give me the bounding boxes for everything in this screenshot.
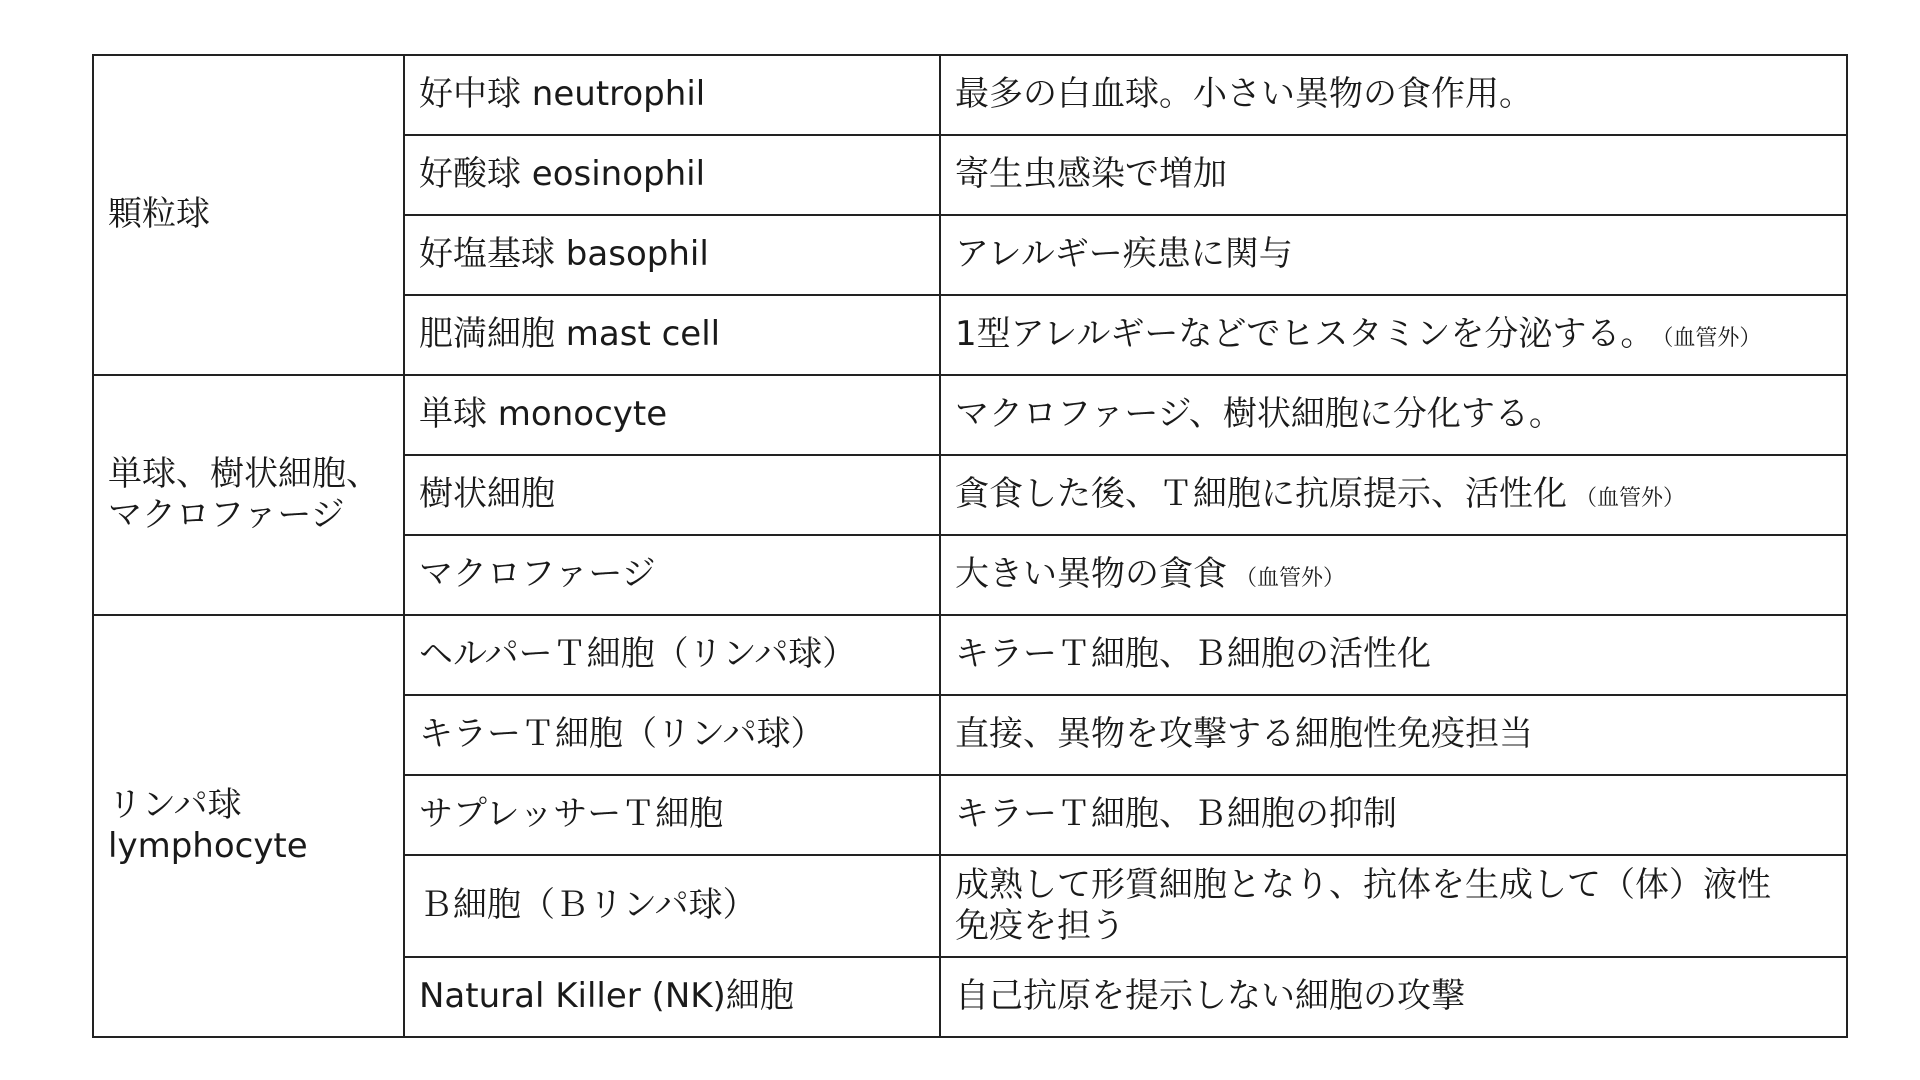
- cell-name: 単球 monocyte: [404, 375, 940, 455]
- cell-name: サプレッサーＴ細胞: [404, 775, 940, 855]
- category-label: 単球、樹状細胞、: [108, 453, 380, 494]
- category-cell-granulocyte: [93, 55, 404, 375]
- category-cell-lymphocyte: [93, 615, 404, 1037]
- cell-description: [940, 455, 1847, 535]
- description-text: 寄生虫感染で増加: [955, 154, 1227, 195]
- cell-name: Natural Killer (NK)細胞: [404, 957, 940, 1037]
- description-text: キラーＴ細胞、Ｂ細胞の抑制: [955, 794, 1397, 835]
- cell-description: [940, 775, 1847, 855]
- cell-name: 好酸球 eosinophil: [404, 135, 940, 215]
- table-row: [93, 615, 1847, 695]
- location-note: （血管外）: [1235, 566, 1346, 592]
- description-text: 成熟して形質細胞となり、抗体を生成して（体）液性: [955, 864, 1771, 905]
- cell-description: [940, 55, 1847, 135]
- description-text: 直接、異物を攻撃する細胞性免疫担当: [955, 714, 1533, 755]
- description-text: キラーＴ細胞、Ｂ細胞の活性化: [955, 634, 1431, 675]
- cell-description: [940, 215, 1847, 295]
- description-text: 免疫を担う: [955, 906, 1125, 946]
- category-label: マクロファージ: [108, 495, 345, 535]
- description-text: 大きい異物の貪食: [955, 554, 1227, 595]
- description-text: 貪食した後、Ｔ細胞に抗原提示、活性化: [955, 474, 1567, 515]
- cell-description: [940, 375, 1847, 455]
- table-row: [93, 375, 1847, 455]
- category-label: lymphocyte: [108, 826, 308, 866]
- cell-name: 好塩基球 basophil: [404, 215, 940, 295]
- location-note: （血管外）: [1662, 326, 1762, 352]
- description-text: 自己抗原を提示しない細胞の攻撃: [955, 976, 1465, 1017]
- description-text: 最多の白血球。小さい異物の食作用。: [955, 74, 1533, 115]
- cell-description: [940, 135, 1847, 215]
- cell-name: マクロファージ: [404, 535, 940, 615]
- description-text: 1型アレルギーなどでヒスタミンを分泌する。: [955, 314, 1655, 355]
- cell-description: [940, 535, 1847, 615]
- cell-description: [940, 957, 1847, 1037]
- category-label: リンパ球: [108, 784, 242, 825]
- cell-name: ヘルパーＴ細胞（リンパ球）: [404, 615, 940, 695]
- location-note: （血管外）: [1575, 486, 1686, 512]
- cell-name: 肥満細胞 mast cell: [404, 295, 940, 375]
- category-cell-monocyte: [93, 375, 404, 615]
- table-row: [93, 55, 1847, 135]
- description-text: アレルギー疾患に関与: [955, 234, 1293, 275]
- cell-description: [940, 615, 1847, 695]
- blood-cell-table: [92, 54, 1848, 1038]
- cell-name: 好中球 neutrophil: [404, 55, 940, 135]
- cell-description: [940, 855, 1847, 957]
- cell-description: [940, 695, 1847, 775]
- cell-name: キラーＴ細胞（リンパ球）: [404, 695, 940, 775]
- description-text: マクロファージ、樹状細胞に分化する。: [955, 394, 1563, 435]
- cell-description: [940, 295, 1847, 375]
- cell-name: Ｂ細胞（Ｂリンパ球）: [404, 855, 940, 957]
- category-label: 顆粒球: [108, 194, 210, 235]
- cell-name: 樹状細胞: [404, 455, 940, 535]
